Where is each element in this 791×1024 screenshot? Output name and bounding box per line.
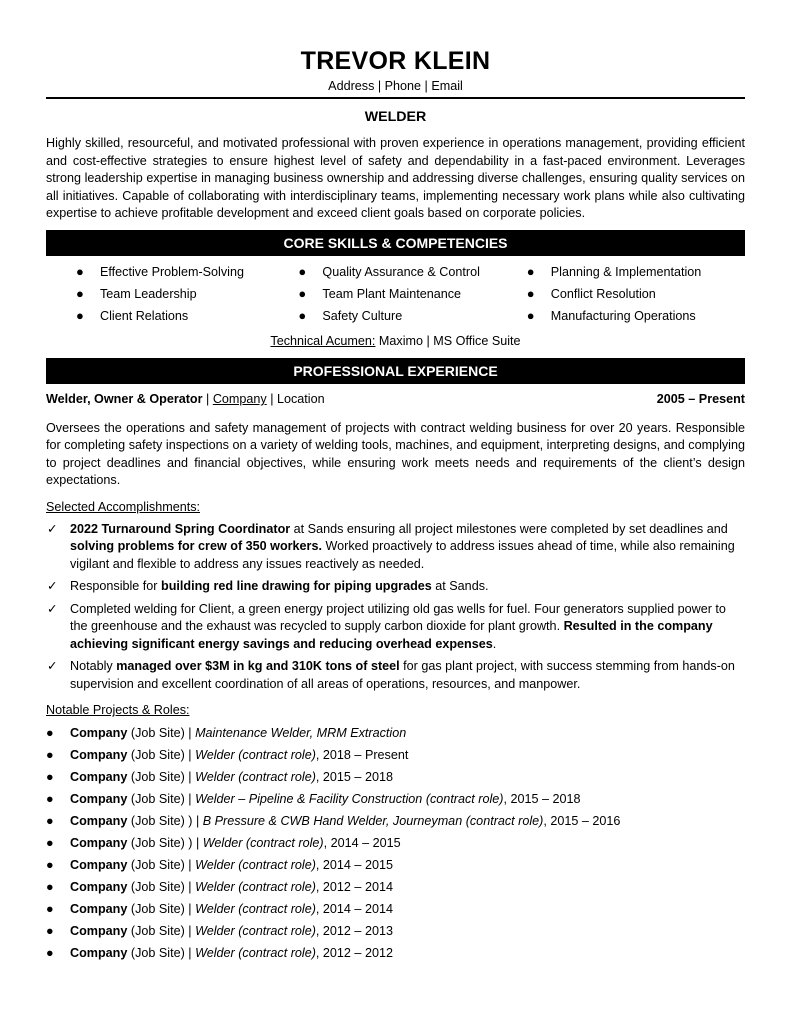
skills-column-1 bbox=[46, 261, 268, 327]
skill-item: ● Conflict Resolution bbox=[497, 283, 745, 305]
accomplishments-list bbox=[46, 521, 745, 694]
skills-grid bbox=[46, 261, 745, 327]
header-divider bbox=[46, 97, 745, 99]
project-item: ● Company (Job Site) | Welder (contract role), 2012 – 2014 bbox=[46, 876, 745, 898]
skill-item: ● Effective Problem-Solving bbox=[46, 261, 268, 283]
accomplishment-item: ✓ Responsible for building red line drawing for piping upgrades at Sands. bbox=[46, 578, 745, 596]
skills-column-2 bbox=[268, 261, 496, 327]
job-company: Company bbox=[212, 391, 267, 406]
technical-acumen-value: Maximo | MS Office Suite bbox=[375, 333, 521, 348]
checkmark-icon: ✓ bbox=[47, 601, 58, 616]
skill-item: ● Planning & Implementation bbox=[497, 261, 745, 283]
bullet-icon: ● bbox=[46, 726, 54, 741]
job-dates: 2005 – Present bbox=[656, 391, 745, 406]
projects-label: Notable Projects & Roles: bbox=[46, 703, 190, 718]
checkmark-icon: ✓ bbox=[47, 579, 58, 594]
project-item: ● Company (Job Site) | Welder (contract role), 2012 – 2013 bbox=[46, 920, 745, 942]
checkmark-icon: ✓ bbox=[47, 521, 58, 536]
skill-item: ● Team Plant Maintenance bbox=[268, 283, 496, 305]
bullet-icon: ● bbox=[46, 792, 54, 807]
job-role-line: Welder, Owner & Operator | Company | Location bbox=[46, 391, 325, 406]
job-description: Oversees the operations and safety management of projects with contract welding business for over 20 years. Responsible for completing safety inspections on a variety of welding tools, machines, and equipment, interpreting designs, and complying to project deadlines and financial objectives, while ensuring work meets needs and requirements of the client’s design expectations. bbox=[46, 420, 745, 488]
experience-section-heading: PROFESSIONAL EXPERIENCE bbox=[46, 358, 745, 384]
accomplishment-item: ✓ 2022 Turnaround Spring Coordinator at Sands ensuring all project milestones were completed by set deadlines and solving problems for crew of 350 workers. Worked proactively to address issues ahead of time, while also remaining vigilant and flexible to address any issues reactively as needed. bbox=[47, 521, 735, 571]
bullet-icon: ● bbox=[76, 307, 84, 323]
contact-line: Address | Phone | Email bbox=[328, 79, 463, 93]
bullet-icon: ● bbox=[46, 946, 54, 961]
bullet-icon: ● bbox=[76, 263, 84, 279]
project-item: ● Company (Job Site) | Welder (contract role), 2015 – 2018 bbox=[46, 766, 745, 788]
skill-item: ● Quality Assurance & Control bbox=[268, 261, 496, 283]
technical-acumen bbox=[46, 333, 745, 350]
bullet-icon: ● bbox=[526, 263, 535, 279]
bullet-icon: ● bbox=[46, 814, 54, 829]
bullet-icon: ● bbox=[46, 770, 54, 785]
project-item: ● Company (Job Site) | Welder (contract role), 2018 – Present bbox=[46, 744, 745, 766]
project-item: ● Company (Job Site) | Welder (contract role), 2014 – 2014 bbox=[46, 898, 745, 920]
bullet-icon: ● bbox=[46, 748, 54, 763]
checkmark-icon: ✓ bbox=[47, 659, 58, 674]
accomplishments-label: Selected Accomplishments: bbox=[46, 499, 200, 514]
candidate-name: TREVOR KLEIN bbox=[300, 47, 491, 75]
bullet-icon: ● bbox=[298, 307, 307, 323]
skills-column-3 bbox=[497, 261, 745, 327]
project-item: ● Company (Job Site) | Welder – Pipeline & Facility Construction (contract role), 2015 – 2018 bbox=[46, 788, 745, 810]
job-header bbox=[46, 391, 745, 408]
skill-item: ● Safety Culture bbox=[268, 305, 496, 327]
accomplishment-item: ✓ Notably managed over $3M in kg and 310K tons of steel for gas plant project, with success stemming from hands-on supervision and excellent coordination of all areas of operations, resources, and manpower. bbox=[47, 659, 735, 691]
bullet-icon: ● bbox=[46, 902, 54, 917]
project-item: ● Company (Job Site) | Welder (contract role), 2012 – 2012 bbox=[46, 942, 745, 964]
skill-item: ● Manufacturing Operations bbox=[497, 305, 745, 327]
professional-summary: Highly skilled, resourceful, and motivated professional with proven experience in operations management, providing efficient and cost-effective strategies to ensure highest level of safety and dependability in a fast-paced environment. Leverages strong leadership expertise in managing business ownership and addressing diverse challenges, ensuring quality services on all initiatives. Capable of collaborating with interdisciplinary teams, implementing necessary work plans while also cultivating expertise to achieve profitable development and exceed client goals based on corporate policies. bbox=[46, 136, 745, 221]
project-item: ● Company (Job Site) | Maintenance Welder, MRM Extraction bbox=[46, 722, 745, 744]
project-item: ● Company (Job Site) ) | B Pressure & CWB Hand Welder, Journeyman (contract role), 2015 – 2016 bbox=[46, 810, 745, 832]
bullet-icon: ● bbox=[298, 285, 307, 301]
project-item: ● Company (Job Site) | Welder (contract role), 2014 – 2015 bbox=[46, 854, 745, 876]
bullet-icon: ● bbox=[526, 285, 535, 301]
project-item: ● Company (Job Site) ) | Welder (contract role), 2014 – 2015 bbox=[46, 832, 745, 854]
skill-item: ● Client Relations bbox=[46, 305, 268, 327]
bullet-icon: ● bbox=[46, 924, 54, 939]
bullet-icon: ● bbox=[46, 880, 54, 895]
job-location: | Location bbox=[266, 391, 325, 406]
bullet-icon: ● bbox=[46, 836, 54, 851]
bullet-icon: ● bbox=[526, 307, 535, 323]
accomplishment-item: ✓ Completed welding for Client, a green energy project utilizing old gas wells for fuel. Four generators supplied power to the greenhouse and the exhaust was recycled to supply carbon dioxide for plant growth. Resulted in the company achieving significant energy savings and reducing overhead expenses. bbox=[47, 601, 726, 651]
technical-acumen-label: Technical Acumen: bbox=[270, 333, 376, 348]
job-title: WELDER bbox=[364, 109, 427, 125]
skill-item: ● Team Leadership bbox=[46, 283, 268, 305]
bullet-icon: ● bbox=[76, 285, 84, 301]
projects-list bbox=[46, 722, 745, 964]
skills-section-heading: CORE SKILLS & COMPETENCIES bbox=[46, 230, 745, 256]
bullet-icon: ● bbox=[298, 263, 307, 279]
job-role: Welder, Owner & Operator bbox=[46, 391, 203, 406]
bullet-icon: ● bbox=[46, 858, 54, 873]
